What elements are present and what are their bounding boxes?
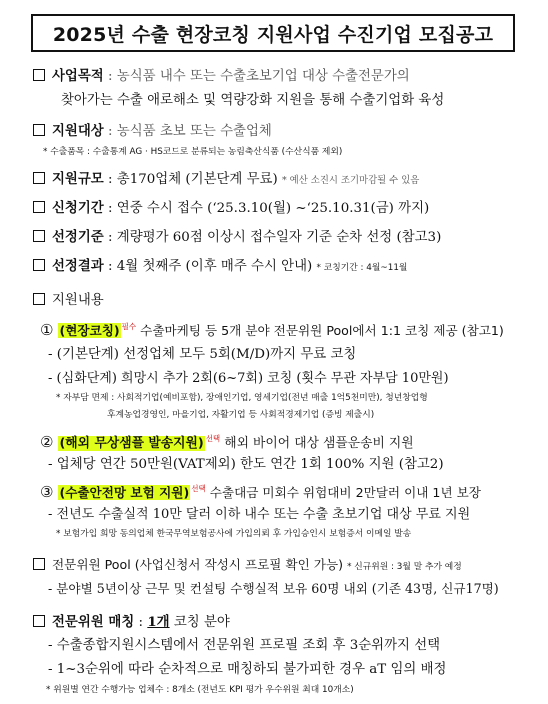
item-3-sub-1: - 전년도 수출실적 10만 달러 이하 내수 또는 수출 초보기업 대상 무료 지원 <box>48 507 471 522</box>
item-3-tag: 선택 <box>191 484 206 493</box>
item-2-sub-1: - 업체당 연간 50만원(VAT제외) 한도 연간 1회 100% 지원 (참고2) <box>48 457 444 472</box>
pool-line <box>33 556 462 574</box>
criteria-line <box>33 229 441 247</box>
purpose-text-2: 찾아가는 수출 애로해소 및 역량강화 지원을 통해 수출기업화 육성 <box>61 93 445 108</box>
matching-note: * 위원별 연간 수행가능 업체수 : 8개소 (전년도 KPI 평가 우수위원 최대 10개소) <box>46 685 354 695</box>
content-label: 지원내용 <box>52 293 104 308</box>
period-label: 신청기간 <box>52 201 104 216</box>
item-2-text: 해외 바이어 대상 샘플운송비 지원 <box>224 436 414 451</box>
target-text: : 농식품 초보 또는 수출업체 <box>108 124 272 139</box>
content-line <box>33 292 104 310</box>
item-1-sub-2: - (심화단계) 희망시 추가 2회(6~7회) 코칭 (횟수 무관 자부담 10만원) <box>48 371 449 386</box>
result-label: 선정결과 <box>52 259 104 274</box>
matching-sub-2: - 1~3순위에 따라 순차적으로 매칭하되 불가피한 경우 aT 임의 배정 <box>48 662 447 677</box>
result-line <box>33 258 407 276</box>
item-1-name: (현장코칭) <box>59 323 120 338</box>
checkbox-square-icon <box>33 230 45 242</box>
matching-line <box>33 613 230 632</box>
result-note: * 코칭기간 : 4월~11월 <box>316 263 408 273</box>
content-item-1 <box>40 318 504 340</box>
target-line <box>33 123 272 141</box>
scale-label: 지원규모 <box>52 172 104 187</box>
purpose-text-1: : 농식품 내수 또는 수출초보기업 대상 수출전문가의 <box>108 69 410 84</box>
criteria-text: : 계량평가 60점 이상시 접수일자 기준 순차 선정 (참고3) <box>108 230 442 245</box>
item-1-note-2: 후계농업경영인, 마을기업, 자활기업 등 사회적경제기업 (증빙 제출시) <box>107 410 375 420</box>
purpose-line <box>33 68 410 86</box>
item-2-number: ② <box>40 433 54 451</box>
pool-sub-1: - 분야별 5년이상 근무 및 컨설팅 수행실적 보유 60명 내외 (기존 43명, 신규17명) <box>48 581 499 596</box>
checkbox-square-icon <box>33 124 45 136</box>
item-1-sub-1: - (기본단계) 선정업체 모두 5회(M/D)까지 무료 코칭 <box>48 347 357 362</box>
period-line <box>33 200 429 218</box>
result-text: : 4월 첫째주 (이후 매주 수시 안내) <box>108 259 313 274</box>
checkbox-square-icon <box>33 615 45 627</box>
item-2-name: (해외 무상샘플 발송지원) <box>59 436 204 451</box>
matching-sub-1: - 수출종합지원시스템에서 전문위원 프로필 조회 후 3순위까지 선택 <box>48 638 441 653</box>
content-item-3 <box>40 480 481 502</box>
item-1-text: 수출마케팅 등 5개 분야 전문위원 Pool에서 1:1 코칭 제공 (참고1) <box>140 323 504 338</box>
checkbox-square-icon <box>33 201 45 213</box>
purpose-label: 사업목적 <box>52 69 104 84</box>
page-title: 2025년 수출 현장코칭 지원사업 수진기업 모집공고 <box>31 14 515 52</box>
criteria-label: 선정기준 <box>52 230 104 245</box>
item-3-number: ③ <box>40 483 54 501</box>
checkbox-square-icon <box>33 69 45 81</box>
target-label: 지원대상 <box>52 124 104 139</box>
scale-note: * 예산 소진시 조기마감될 수 있음 <box>282 175 420 186</box>
matching-text-suffix: 코칭 분야 <box>169 615 230 630</box>
checkbox-square-icon <box>33 558 45 570</box>
pool-note: * 신규위원 : 3월 말 추가 예정 <box>347 562 462 572</box>
item-3-text: 수출대금 미회수 위험대비 2만달러 이내 1년 보장 <box>209 485 481 500</box>
item-1-tag: 필수 <box>121 322 137 331</box>
scale-line <box>33 171 419 189</box>
scale-text: : 총170업체 (기본단계 무료) <box>108 172 278 187</box>
pool-label: 전문위원 Pool (사업신청서 작성시 프로필 확인 가능) <box>52 557 344 572</box>
checkbox-square-icon <box>33 259 45 271</box>
matching-text-prefix: : <box>138 615 148 630</box>
item-1-number: ① <box>40 321 54 339</box>
matching-count: 1개 <box>147 614 170 630</box>
matching-label: 전문위원 매칭 <box>52 615 135 630</box>
item-3-note-1: * 보험가입 희망 동의업체 한국무역보험공사에 가입의뢰 후 가입승인시 보험증서 이메일 발송 <box>56 529 412 539</box>
content-item-2 <box>40 430 414 453</box>
checkbox-square-icon <box>33 172 45 184</box>
target-note: * 수출품목 : 수출통계 AG · HS코드로 분류되는 농림축산식품 (수산식품 제외) <box>43 147 343 157</box>
item-2-tag: 선택 <box>205 434 221 443</box>
item-3-name: (수출안전망 보험 지원) <box>59 485 190 500</box>
item-1-note-1: * 자부담 면제 : 사회적기업(예비포함), 장애인기업, 영세기업(전년 매출 1억5천미만), 청년창업형 <box>56 393 428 403</box>
period-text: : 연중 수시 접수 (‘25.3.10(월) ~‘25.10.31(금) 까지) <box>108 201 430 216</box>
checkbox-square-icon <box>33 293 45 305</box>
